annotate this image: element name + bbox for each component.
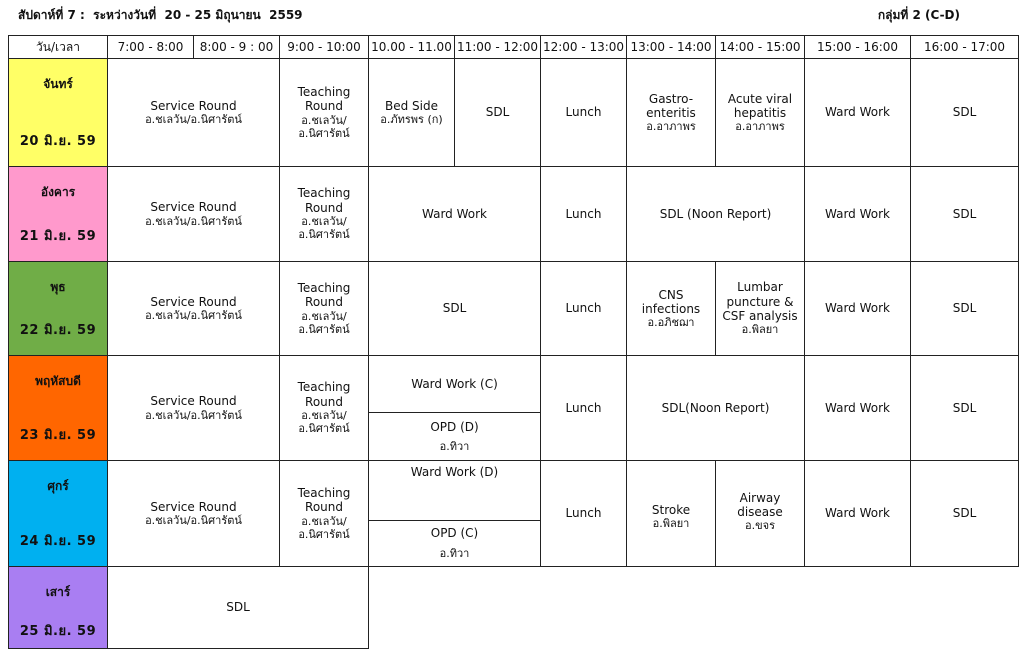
staff: อ.ชเลวัน/ [301, 113, 347, 127]
cell-lunch: Lunch [541, 356, 627, 461]
staff: อ.ชเลวัน/ [301, 514, 347, 528]
staff: อ.ทิวา [439, 546, 470, 560]
col-header-1300: 13:00 - 14:00 [627, 36, 716, 59]
col-header-0700: 7:00 - 8:00 [108, 36, 194, 59]
cell-service-round [108, 356, 280, 461]
activity: Teaching [297, 485, 351, 500]
cell-ward-work: Ward Work [805, 167, 911, 262]
day-name: ศุกร์ [47, 479, 69, 493]
cell-ward-work: Ward Work [369, 167, 541, 262]
day-thursday [9, 356, 108, 461]
row-wednesday [9, 262, 1019, 356]
cell-sdl: SDL [911, 59, 1019, 167]
staff: อ.ชเลวัน/อ.นิศารัตน์ [145, 214, 242, 228]
cell-hepatitis [716, 59, 805, 167]
activity: Service Round [150, 394, 237, 409]
cell-sdl: SDL [369, 262, 541, 356]
activity: hepatitis [733, 105, 787, 120]
col-header-0900: 9:00 - 10:00 [280, 36, 369, 59]
activity: Service Round [150, 294, 237, 309]
activity: Round [305, 295, 343, 310]
staff: อ.พิลยา [652, 517, 690, 531]
activity: Teaching [297, 186, 351, 201]
cell-lunch: Lunch [541, 167, 627, 262]
activity: CSF analysis [722, 309, 798, 324]
row-friday [9, 461, 1019, 567]
cell-teaching-round [280, 59, 369, 167]
cell-empty [369, 567, 1019, 649]
cell-lumbar-puncture [716, 262, 805, 356]
cell-lunch: Lunch [541, 461, 627, 567]
activity: enteritis [646, 105, 696, 120]
staff: อ.ชเลวัน/อ.นิศารัตน์ [145, 408, 242, 422]
day-name: พฤหัสบดี [35, 374, 81, 388]
activity: OPD (C) [430, 526, 479, 541]
cell-lunch: Lunch [541, 59, 627, 167]
staff: อ.นิศารัตน์ [298, 422, 350, 436]
day-tuesday [9, 167, 108, 262]
group-label: กลุ่มที่ 2 (C-D) [877, 8, 960, 22]
cell-sdl: SDL [911, 167, 1019, 262]
activity: Teaching [297, 380, 351, 395]
cell-airway-disease [716, 461, 805, 567]
day-monday [9, 59, 108, 167]
staff: อ.ชเลวัน/ [301, 309, 347, 323]
row-tuesday [9, 167, 1019, 262]
ward-work-c [369, 356, 540, 412]
activity: Stroke [651, 502, 691, 517]
header-row [9, 36, 1019, 59]
staff: อ.ชเลวัน/ [301, 409, 347, 423]
staff: อ.อาภาพร [646, 120, 696, 134]
cell-noon-report: SDL (Noon Report) [627, 167, 805, 262]
cell-lunch: Lunch [541, 262, 627, 356]
cell-ward-work: Ward Work [805, 461, 911, 567]
cell-teaching-round [280, 262, 369, 356]
activity: Service Round [150, 499, 237, 514]
activity: Round [305, 394, 343, 409]
activity: Round [305, 99, 343, 114]
page-header [0, 0, 1024, 36]
staff: อ.ชเลวัน/อ.นิศารัตน์ [145, 514, 242, 528]
day-date: 23 มิ.ย. 59 [19, 428, 97, 444]
cell-sdl: SDL [455, 59, 541, 167]
cell-cns-infections [627, 262, 716, 356]
activity: Airway [739, 490, 781, 505]
activity: Ward Work (D) [410, 465, 499, 479]
day-name: พุธ [50, 280, 66, 294]
cell-teaching-round [280, 167, 369, 262]
cell-sdl: SDL [911, 262, 1019, 356]
week-title: สัปดาห์ที่ 7 : ระหว่างวันที่ 20 - 25 มิถุนายน 2559 [18, 8, 303, 22]
staff: อ.นิศารัตน์ [298, 126, 350, 140]
cell-stroke [627, 461, 716, 567]
staff: อ.อภิชฌา [647, 316, 695, 330]
activity: Acute viral [727, 91, 793, 106]
activity: OPD (D) [430, 419, 479, 434]
day-wednesday [9, 262, 108, 356]
cell-service-round [108, 59, 280, 167]
col-header-1100: 11:00 - 12:00 [455, 36, 541, 59]
activity: Ward Work (C) [411, 376, 498, 391]
col-header-1200: 12:00 - 13:00 [541, 36, 627, 59]
day-date: 21 มิ.ย. 59 [19, 229, 97, 245]
staff: อ.ชเลวัน/อ.นิศารัตน์ [145, 309, 242, 323]
cell-ward-work: Ward Work [805, 356, 911, 461]
activity: disease [737, 504, 783, 519]
day-friday [9, 461, 108, 567]
col-header-1600: 16:00 - 17:00 [911, 36, 1019, 59]
cell-ward-opd-split [369, 461, 541, 567]
staff: อ.นิศารัตน์ [298, 322, 350, 336]
cell-service-round [108, 461, 280, 567]
activity: Round [305, 200, 343, 215]
cell-sdl: SDL [911, 356, 1019, 461]
opd-c [369, 520, 540, 566]
col-header-0800: 8:00 - 9 : 00 [194, 36, 280, 59]
activity: infections [641, 301, 701, 316]
ward-work-d [369, 461, 540, 520]
activity: Gastro- [648, 91, 694, 106]
activity: CNS [658, 287, 684, 302]
day-date: 22 มิ.ย. 59 [19, 323, 97, 339]
day-name: อังคาร [40, 185, 76, 199]
activity: Teaching [297, 280, 351, 295]
staff: อ.พิลยา [741, 323, 779, 337]
row-saturday [9, 567, 1019, 649]
day-saturday [9, 567, 108, 649]
cell-teaching-round [280, 461, 369, 567]
activity: Bed Side [385, 98, 438, 113]
cell-sdl: SDL [911, 461, 1019, 567]
activity: Lumbar [737, 280, 783, 295]
day-name: เสาร์ [45, 585, 71, 599]
day-date: 25 มิ.ย. 59 [19, 624, 97, 640]
col-header-1400: 14:00 - 15:00 [716, 36, 805, 59]
cell-teaching-round [280, 356, 369, 461]
cell-service-round [108, 262, 280, 356]
row-monday [9, 59, 1019, 167]
staff: อ.นิศารัตน์ [298, 228, 350, 242]
day-date: 20 มิ.ย. 59 [19, 134, 97, 150]
col-header-1000: 10.00 - 11.00 [369, 36, 455, 59]
staff: อ.ชเลวัน/อ.นิศารัตน์ [145, 113, 242, 127]
opd-d [369, 412, 540, 460]
activity: Teaching [297, 84, 351, 99]
cell-gastroenteritis [627, 59, 716, 167]
schedule-table [8, 35, 1019, 649]
staff: อ.ขจร [745, 519, 775, 533]
staff: อ.อาภาพร [735, 120, 785, 134]
activity: Service Round [150, 200, 237, 215]
day-name: จันทร์ [43, 77, 73, 91]
staff: อ.นิศารัตน์ [298, 527, 350, 541]
cell-service-round [108, 167, 280, 262]
col-header-1500: 15:00 - 16:00 [805, 36, 911, 59]
cell-sdl: SDL [108, 567, 369, 649]
activity: puncture & [726, 294, 794, 309]
activity: Round [305, 500, 343, 515]
staff: อ.ชเลวัน/ [301, 215, 347, 229]
row-thursday [9, 356, 1019, 461]
col-header-day: วัน/เวลา [9, 36, 108, 59]
activity: Service Round [150, 98, 237, 113]
staff: อ.ภัทรพร (ก) [380, 113, 443, 127]
cell-ward-work: Ward Work [805, 59, 911, 167]
cell-noon-report: SDL(Noon Report) [627, 356, 805, 461]
cell-bedside [369, 59, 455, 167]
staff: อ.ทิวา [439, 440, 470, 454]
cell-ward-opd-split [369, 356, 541, 461]
day-date: 24 มิ.ย. 59 [19, 534, 97, 550]
cell-ward-work: Ward Work [805, 262, 911, 356]
